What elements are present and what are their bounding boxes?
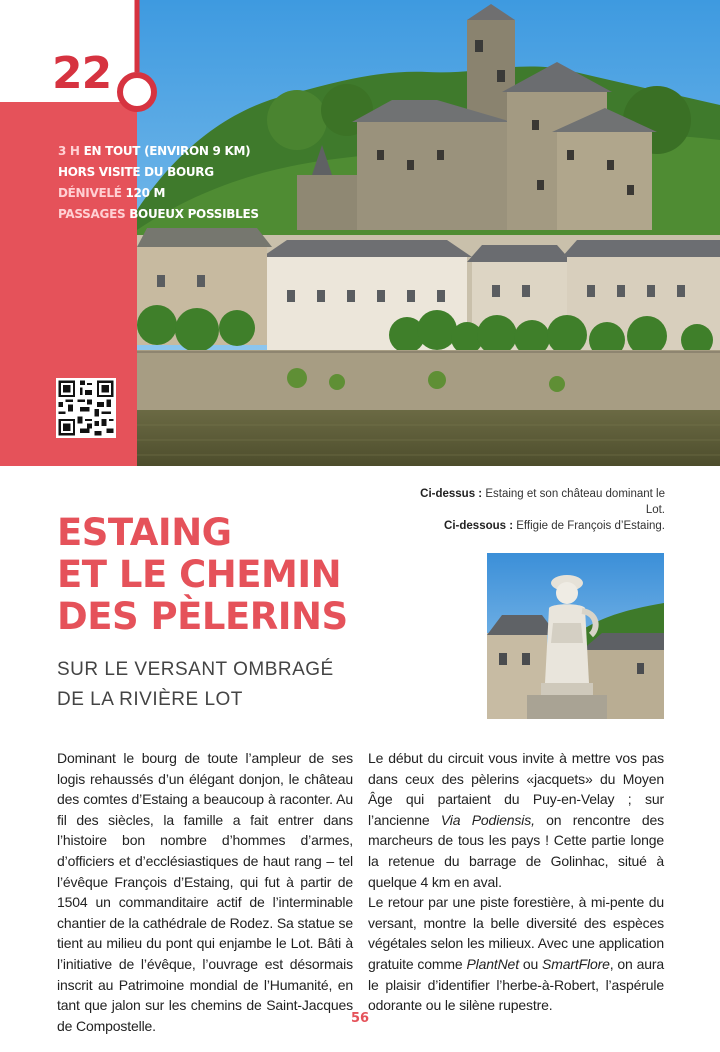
page-subtitle: SUR LE VERSANT OMBRAGÉ DE LA RIVIÈRE LOT: [57, 659, 334, 710]
page-title: ESTAING ET LE CHEMIN DES PÈLERINS: [57, 511, 348, 638]
stat-terrain: PASSAGES BOUEUX POSSIBLES: [58, 207, 259, 221]
estaing-castle-photo: [137, 0, 720, 466]
statue-photo: [487, 553, 664, 719]
route-stats: [58, 141, 259, 225]
stat-elevation: DÉNIVELÉ 120 M: [58, 186, 166, 200]
body-column-left: [57, 748, 353, 1036]
route-marker-icon: [112, 0, 162, 120]
caption-above: Ci-dessus : Estaing et son château dominant le Lot.: [420, 488, 665, 516]
photo-captions: [415, 486, 665, 534]
page-number: 56: [350, 1011, 370, 1026]
paragraph: Le retour par une piste forestière, à mi-pente du versant, montre la belle diversité des espèces végétales selon les milieux. Avec une application gratuite comme PlantNet ou SmartFlore, on aura le plaisir d’identifier l’herbe-à-Robert, l’aspérule odorante ou le silène rupestre.: [368, 894, 664, 1014]
caption-below: Ci-dessous : Effigie de François d’Estaing.: [444, 520, 665, 532]
stat-note: HORS VISITE DU BOURG: [58, 165, 214, 179]
paragraph: Dominant le bourg de toute l’ampleur de ses logis rehaussés d’un élégant donjon, le château des comtes d’Estaing a beaucoup à raconter. Au fil des siècles, la famille a fait entrer dans l’histoire bon nombre d’hommes d’armes, d’officiers et d’ecclésiastiques de haut rang – tel l’évêque François d’Estaing, qui fut à partir de 1504 un commanditaire actif de l’interminable chantier de la cathédrale de Rodez. Sa statue se tient au milieu du pont qui enjambe le Lot. Bâti à l’initiative de l’évêque, l’ouvrage est désormais inscrit au Patrimoine mondial de l’Humanité, en tant que jalon sur les chemins de Saint-Jacques de Compostelle.: [57, 750, 353, 1034]
body-column-right: [368, 748, 664, 1016]
paragraph: Le début du circuit vous invite à mettre vos pas dans ceux des pèlerins «jacquets» du Moyen Âge qui partaient du Puy-en-Velay ; sur l’ancienne Via Podiensis, on rencontre des marcheurs de tous les pays ! Cette partie longe la retenue du barrage de Golinhac, situé à quelque 4 km en aval.: [368, 750, 664, 890]
qr-code-icon[interactable]: [56, 378, 116, 438]
route-number: 22: [52, 48, 112, 99]
stat-duration: 3 H EN TOUT (ENVIRON 9 KM): [58, 144, 251, 158]
